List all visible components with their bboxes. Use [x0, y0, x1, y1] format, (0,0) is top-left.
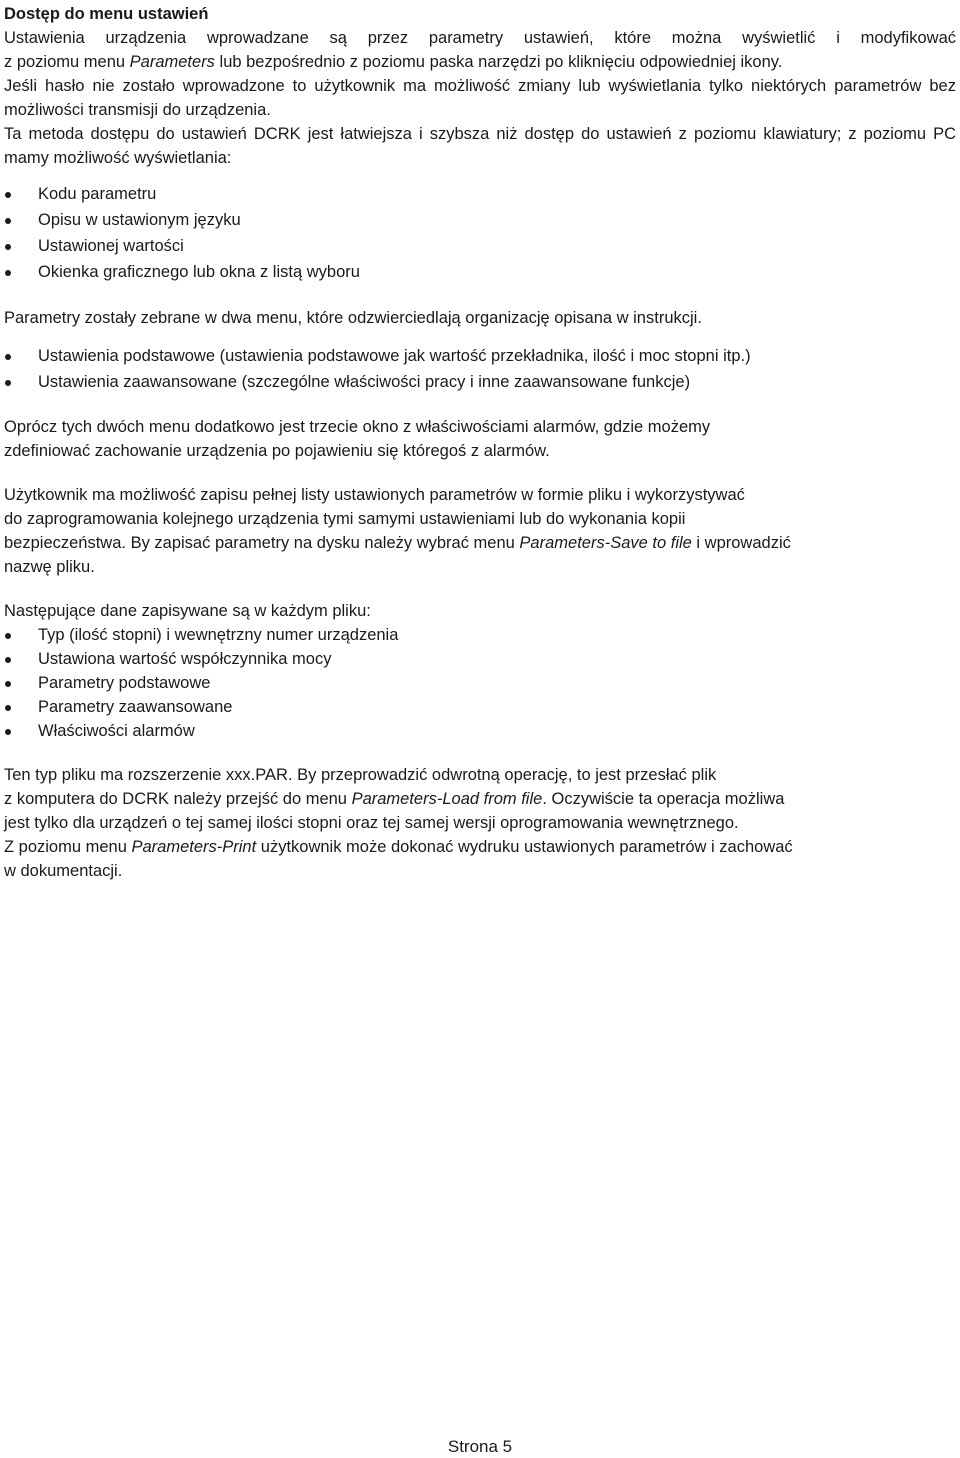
menu-reference: Parameters-Print: [131, 838, 257, 856]
intro-line-2: z poziomu menu Parameters lub bezpośrednio z poziomu paska narzędzi po kliknięciu odpowiedniej ikony.: [4, 53, 783, 71]
method-paragraph: Ta metoda dostępu do ustawień DCRK jest łatwiejsza i szybsza niż dostęp do ustawień z poziomu klawiatury; z poziomu PC mamy możliwość wyświetlania:: [4, 125, 956, 167]
page-number: Strona 5: [447, 1437, 513, 1456]
menu-reference: Parameters-Save to file: [519, 534, 692, 552]
list-item: Parametry zaawansowane: [4, 695, 956, 719]
list-item: Ustawienia zaawansowane (szczególne właściwości pracy i inne zaawansowane funkcje): [4, 369, 956, 395]
save-line-2: do zaprogramowania kolejnego urządzenia tymi samymi ustawieniami lub do wykonania kopii: [4, 510, 686, 528]
load-line-4: Z poziomu menu Parameters-Print użytkownik może dokonać wydruku ustawionych parametrów i zachować: [4, 838, 793, 856]
menu-reference: Parameters: [129, 53, 215, 71]
bullet-icon: [5, 218, 11, 224]
list-item: Ustawiona wartość współczynnika mocy: [4, 647, 956, 671]
load-line-3: jest tylko dla urządzeń o tej samej ilości stopni oraz tej samej wersji oprogramowania wewnętrznego.: [4, 814, 739, 832]
load-line-5: w dokumentacji.: [4, 862, 123, 880]
file-contents-intro: Następujące dane zapisywane są w każdym pliku:: [4, 602, 371, 620]
menus-list: [4, 343, 956, 395]
bullet-icon: [5, 244, 11, 250]
document-page: [4, 2, 956, 883]
bullet-icon: [5, 192, 11, 198]
list-item: Ustawienia podstawowe (ustawienia podstawowe jak wartość przekładnika, ilość i moc stopni itp.): [4, 343, 956, 369]
menu-reference: Parameters-Load from file: [351, 790, 543, 808]
list-item: Właściwości alarmów: [4, 719, 956, 743]
bullet-icon: [5, 380, 11, 386]
list-item: Typ (ilość stopni) i wewnętrzny numer urządzenia: [4, 623, 956, 647]
password-paragraph: Jeśli hasło nie zostało wprowadzone to użytkownik ma możliwość zmiany lub wyświetlania tylko niektórych parametrów bez możliwości transmisji do urządzenia.: [4, 77, 956, 119]
bullet-icon: [5, 705, 11, 711]
alarms-line-1: Oprócz tych dwóch menu dodatkowo jest trzecie okno z właściwościami alarmów, gdzie możemy: [4, 418, 711, 436]
list-item: Opisu w ustawionym języku: [4, 207, 956, 233]
display-list: [4, 181, 956, 285]
bullet-icon: [5, 657, 11, 663]
load-line-1: Ten typ pliku ma rozszerzenie xxx.PAR. By przeprowadzić odwrotną operację, to jest przesłać plik: [4, 766, 717, 784]
bullet-icon: [5, 729, 11, 735]
bullet-icon: [5, 354, 11, 360]
list-item: Parametry podstawowe: [4, 671, 956, 695]
bullet-icon: [5, 681, 11, 687]
save-line-1: Użytkownik ma możliwość zapisu pełnej listy ustawionych parametrów w formie pliku i wykorzystywać: [4, 486, 745, 504]
list-item: Kodu parametru: [4, 181, 956, 207]
list-item: Ustawionej wartości: [4, 233, 956, 259]
alarms-line-2: zdefiniować zachowanie urządzenia po pojawieniu się któregoś z alarmów.: [4, 442, 550, 460]
save-line-4: nazwę pliku.: [4, 558, 95, 576]
menus-intro: Parametry zostały zebrane w dwa menu, które odzwierciedlają organizację opisana w instrukcji.: [4, 309, 702, 327]
load-line-2: z komputera do DCRK należy przejść do menu Parameters-Load from file. Oczywiście ta operacja możliwa: [4, 790, 785, 808]
file-contents-list: [4, 623, 956, 743]
save-line-3: bezpieczeństwa. By zapisać parametry na dysku należy wybrać menu Parameters-Save to file i wprowadzić: [4, 534, 791, 552]
bullet-icon: [5, 633, 11, 639]
intro-line-1: Ustawienia urządzenia wprowadzane są przez parametry ustawień, które można wyświetlić i modyfikować: [4, 29, 956, 47]
bullet-icon: [5, 270, 11, 276]
section-heading: Dostęp do menu ustawień: [4, 5, 209, 23]
list-item: Okienka graficznego lub okna z listą wyboru: [4, 259, 956, 285]
